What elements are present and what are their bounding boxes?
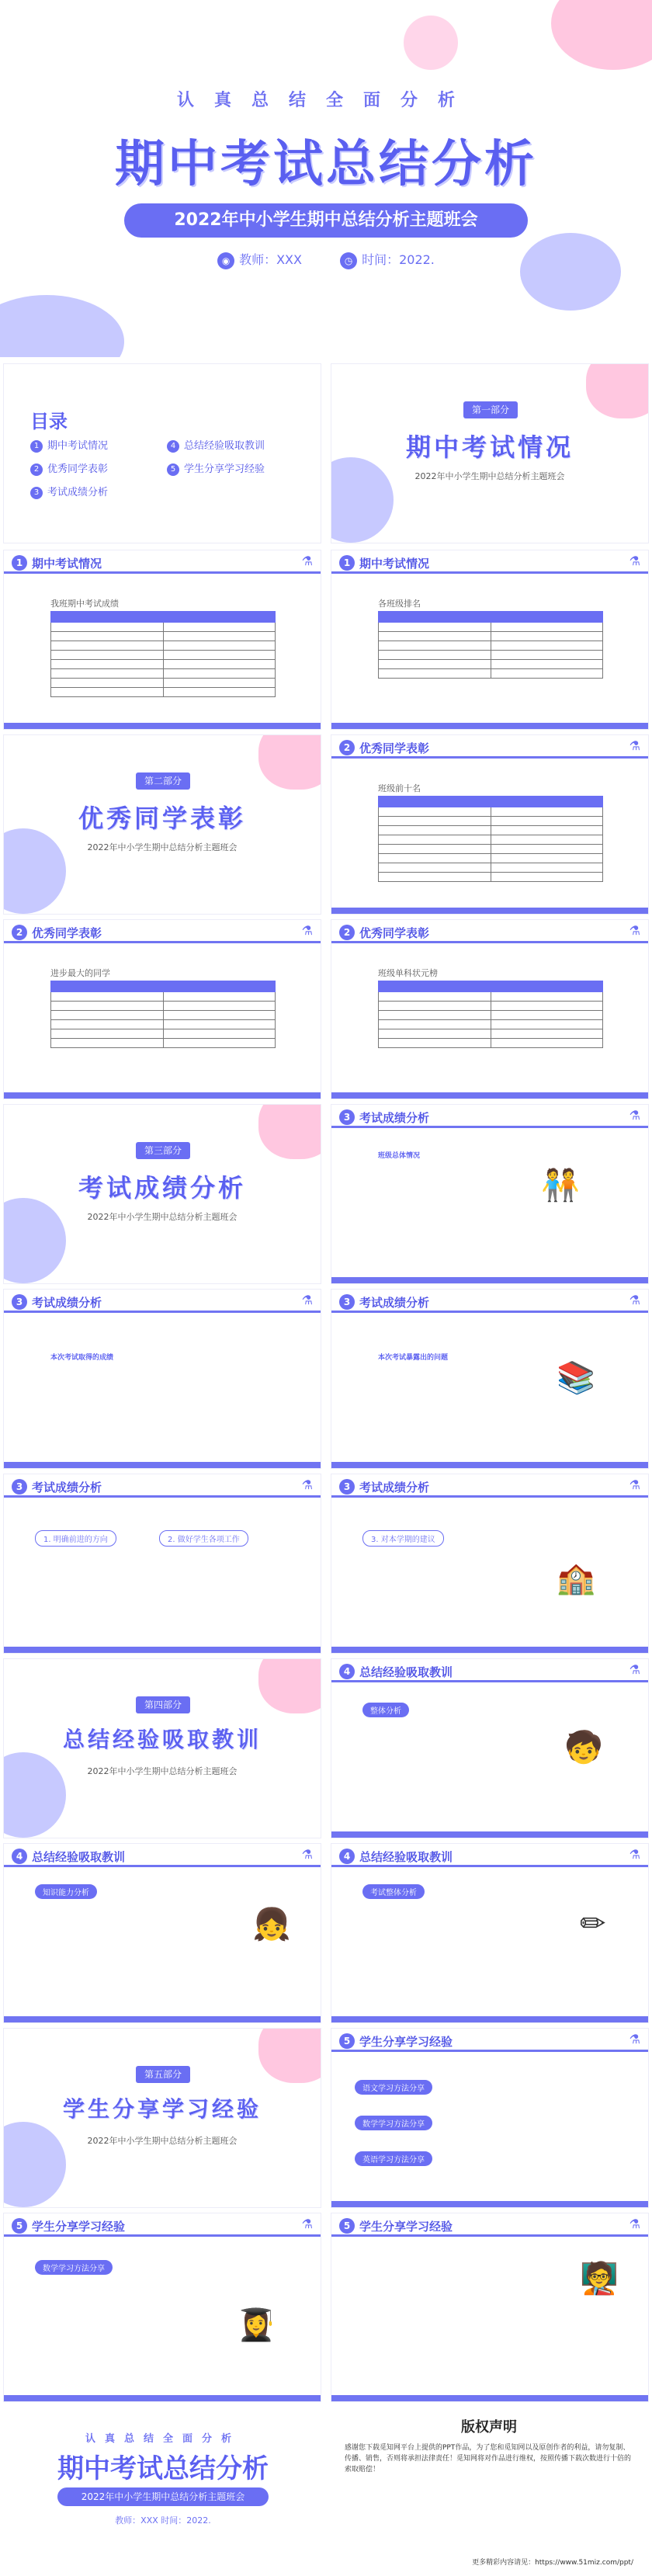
student-illustration: 🧒 <box>564 1730 603 1765</box>
copyright-title: 版权声明 <box>461 2419 517 2435</box>
flask-icon: ⚗ <box>301 923 313 938</box>
toc-slide <box>3 363 321 543</box>
section-subtitle: 2022年中小学生期中总结分析主题班会 <box>414 471 565 481</box>
share-slide: 5 学生分享学习经验 ⚗ 语文学习方法分享 数学学习方法分享 英语学习方法分享 <box>331 2028 649 2208</box>
table-slide: 2 优秀同学表彰 ⚗ 班级前十名 <box>331 734 649 915</box>
table-slide: 2 优秀同学表彰 ⚗ 班级单科状元榜 <box>331 919 649 1099</box>
reading-girl-illustration: 👩‍🎓 <box>237 2307 276 2343</box>
flask-icon: ⚗ <box>629 2032 640 2047</box>
girl-illustration: 👧 <box>252 1907 291 1942</box>
flask-icon: ⚗ <box>301 2217 313 2231</box>
table-caption: 各班级排名 <box>378 599 421 609</box>
flask-icon: ⚗ <box>301 554 313 568</box>
toc-title: 目录 <box>30 411 68 432</box>
section-cover <box>331 363 649 543</box>
flask-icon: ⚗ <box>629 923 640 938</box>
table-caption: 我班期中考试成绩 <box>50 599 119 609</box>
section-cover: 第三部分 考试成绩分析 2022年中小学生期中总结分析主题班会 <box>3 1104 321 1284</box>
copyright-body: 感谢您下载觅知网平台上提供的PPT作品，为了您和觅知网以及原创作者的利益，请勿复制、传播、销售，否则将承担法律责任！觅知网将对作品进行维权，按照传播下载次数进行十倍的索取赔偿！ <box>345 2444 632 2474</box>
share-slide: 5 学生分享学习经验 ⚗ 数学学习方法分享 👩‍🎓 <box>3 2213 321 2402</box>
classroom-illustration: 🏫 <box>557 1561 595 1596</box>
table-slide: 1 期中考试情况 ⚗ 各班级排名 <box>331 550 649 730</box>
toc-item[interactable]: 3 考试成绩分析 <box>30 484 108 499</box>
section-badge: 第一部分 <box>463 401 518 418</box>
user-icon: ◉ <box>217 252 234 269</box>
toc-item[interactable]: 5 学生分享学习经验 <box>167 460 265 476</box>
flask-icon: ⚗ <box>301 1477 313 1492</box>
analysis-slide: 3 考试成绩分析 ⚗ 本次考试取得的成绩 <box>3 1289 321 1469</box>
hero-ribbon: 2022年中小学生期中总结分析主题班会 <box>124 203 528 238</box>
toc-item[interactable]: 4 总结经验吸取教训 <box>167 437 265 453</box>
flask-icon: ⚗ <box>629 1662 640 1677</box>
time-info: ◷ 时间：2022. <box>340 252 435 267</box>
copyright-link[interactable]: 更多精彩内容请见：https://www.51miz.com/ppt/ <box>472 2559 633 2567</box>
hero-meta <box>0 250 652 269</box>
toc-item[interactable]: 2 优秀同学表彰 <box>30 460 108 476</box>
lesson-slide: 4 总结经验吸取教训 ⚗ 知识能力分析 👧 <box>3 1843 321 2023</box>
lesson-slide: 4 总结经验吸取教训 ⚗ 考试整体分析 ✏ <box>331 1843 649 2023</box>
toc-item[interactable]: 1 期中考试情况 <box>30 437 108 453</box>
table-slide: 1 期中考试情况 ⚗ 我班期中考试成绩 <box>3 550 321 730</box>
table-slide: 2 优秀同学表彰 ⚗ 进步最大的同学 <box>3 919 321 1099</box>
section-cover: 第四部分 总结经验吸取教训 2022年中小学生期中总结分析主题班会 <box>3 1658 321 1838</box>
hero-tagline: 认真总结全面分析 <box>176 91 475 110</box>
flask-icon: ⚗ <box>629 1477 640 1492</box>
student-reading-illustration: 📚 <box>557 1360 595 1396</box>
flask-icon: ⚗ <box>629 1847 640 1862</box>
lesson-slide: 4 总结经验吸取教训 ⚗ 整体分析 🧒 <box>331 1658 649 1838</box>
decor-blob <box>0 295 124 357</box>
flask-icon: ⚗ <box>629 554 640 568</box>
analysis-slide: 3 考试成绩分析 ⚗ 3. 对本学期的建议 🏫 <box>331 1474 649 1654</box>
decor-blob <box>520 233 621 311</box>
teacher-info: ◉ 教师：XXX <box>217 252 302 267</box>
analysis-slide: 3 考试成绩分析 ⚗ 本次考试暴露出的问题 📚 <box>331 1289 649 1469</box>
clock-icon: ◷ <box>340 252 357 269</box>
pencil-illustration: ✏ <box>580 1906 606 1942</box>
flask-icon: ⚗ <box>301 1847 313 1862</box>
analysis-slide: 3 考试成绩分析 ⚗ 班级总体情况 🧑‍🤝‍🧑 <box>331 1104 649 1284</box>
section-cover: 第二部分 优秀同学表彰 2022年中小学生期中总结分析主题班会 <box>3 734 321 915</box>
hero-slide <box>0 0 652 357</box>
data-table <box>50 611 276 697</box>
students-illustration: 🧑‍🤝‍🧑 <box>541 1168 580 1203</box>
section-cover: 第五部分 学生分享学习经验 2022年中小学生期中总结分析主题班会 <box>3 2028 321 2208</box>
closing-slide: 认真总结全面分析 期中考试总结分析 2022年中小学生期中总结分析主题班会 教师：XXX 时间：2022. <box>0 2408 326 2576</box>
analysis-slide: 3 考试成绩分析 ⚗ 1. 明确前进的方向 2. 做好学生各项工作 <box>3 1474 321 1654</box>
hero-title: 期中考试总结分析 <box>115 136 537 193</box>
boy-illustration: 🧑‍🏫 <box>580 2261 619 2297</box>
flask-icon: ⚗ <box>629 1108 640 1123</box>
flask-icon: ⚗ <box>301 1293 313 1307</box>
flask-icon: ⚗ <box>629 1293 640 1307</box>
copyright-panel <box>326 2408 652 2576</box>
flask-icon: ⚗ <box>629 738 640 753</box>
share-slide: 5 学生分享学习经验 ⚗ 🧑‍🏫 <box>331 2213 649 2402</box>
graduation-cap-icon <box>404 16 458 70</box>
section-title: 期中考试情况 <box>405 432 574 462</box>
decor-blob <box>551 0 652 70</box>
flask-icon: ⚗ <box>629 2217 640 2231</box>
data-table <box>378 611 603 679</box>
